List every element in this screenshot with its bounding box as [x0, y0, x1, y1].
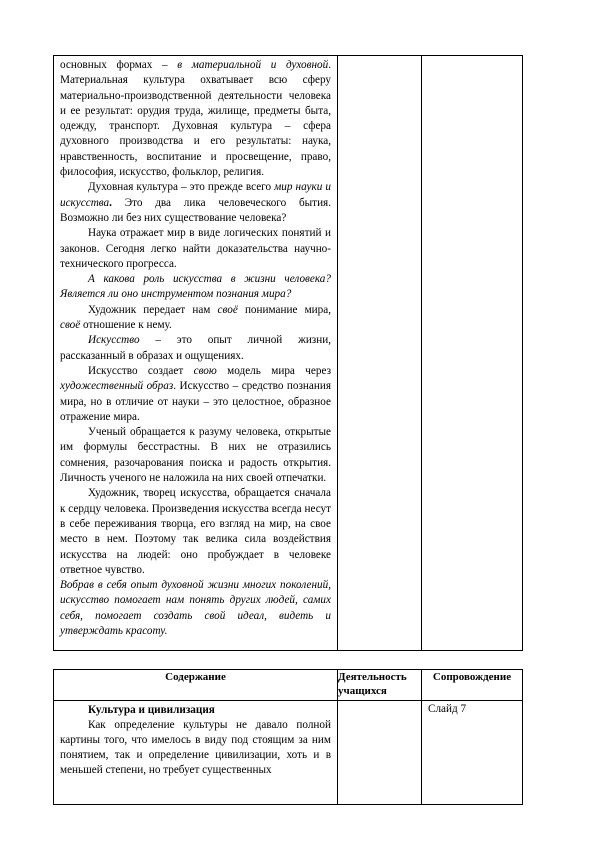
header-support: Сопровождение	[422, 670, 523, 701]
lesson-table	[53, 669, 523, 805]
header-activity-label: Деятельность учащихся	[338, 671, 407, 697]
paragraph: Художник, творец искусства, обращается сначала к сердцу человека. Произведения искусства всегда несут в себе переживания творца, его взгляд на мир, на свое место в нем. Поэтому так велика сила воздействия искусства на людей: оно пробуждает в человеке ответное чувство.	[60, 487, 331, 576]
paragraph: Вобрав в себя опыт духовной жизни многих поколений, искусство помогает нам понять других людей, самих себя, помогает создать свой идеал, видеть и утверждать красоту.	[60, 579, 331, 637]
content-cell	[54, 701, 338, 805]
paragraph: Ученый обращается к разуму человека, открытые им формулы бесстрастны. В них не отразились сомнения, разочарования поиска и радость открытия. Личность ученого не наложила на них своей отпечатки.	[60, 426, 331, 485]
content-text	[54, 56, 337, 639]
support-cell	[422, 701, 523, 805]
header-content: Содержание	[54, 670, 338, 701]
activity-cell	[338, 56, 422, 651]
header-activity	[338, 670, 422, 701]
section-title: Культура и цивилизация	[88, 704, 215, 716]
slide-ref: Слайд 7	[428, 703, 467, 715]
paragraph: Искусство создает свою модель мира через художественный образ. Искусство – средство познания мира, но в отличие от науки – это целостное, образное отражение мира.	[60, 364, 331, 423]
paragraph: Искусство – это опыт личной жизни, рассказанный в образах и ощущениях.	[60, 334, 331, 362]
paragraph: основных формах – в материальной и духовной. Материальная культура охватывает всю сферу материально-производственной деятельности человека и ее результат: орудия труда, жилище, предметы быта, одежду, транспорт. Духовная культура – сфера духовного производства и его результаты: наука, нравственность, воспитание и просвещение, право, философия, искусство, фольклор, религия.	[60, 59, 331, 179]
section-body: Как определение культуры не давало полной картины того, что имелось в виду под стоящим за ним понятием, так и определение цивилизации, хоть и в меньшей степени, но требует существенных	[60, 719, 331, 776]
paragraph: А какова роль искусства в жизни человека? Является ли оно инструментом познания мира?	[60, 273, 331, 301]
paragraph: Наука отражает мир в виде логических понятий и законов. Сегодня легко найти доказательства научно-технического прогресса.	[60, 227, 331, 270]
support-cell	[422, 56, 523, 651]
content-cell	[54, 56, 338, 651]
lesson-table-continued	[53, 55, 523, 651]
paragraph: Духовная культура – это прежде всего мир науки и искусства. Это два лика человеческого бытия. Возможно ли без них существование человека?	[60, 181, 331, 224]
paragraph: Художник передает нам своё понимание мира, своё отношение к нему.	[60, 303, 331, 332]
activity-cell	[338, 701, 422, 805]
